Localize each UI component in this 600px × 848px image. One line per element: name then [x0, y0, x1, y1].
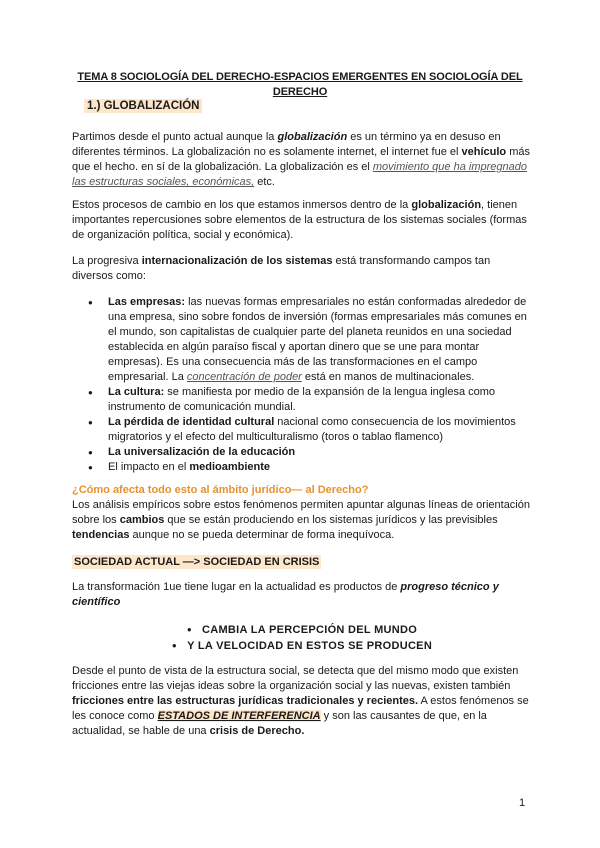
bullet-educacion [72, 445, 532, 460]
p1-text-a: Partimos desde el punto actual aunque la [72, 131, 278, 143]
p2-text-c: , tienen importantes repercusiones sobre elementos de la estructura de los sistemas sociales (formas de organización política, social y económica). [72, 199, 527, 241]
estados-de-interferencia: ESTADOS DE INTERFERENCIA [157, 710, 321, 722]
section-heading-text: 1.) GLOBALIZACIÓN [84, 99, 202, 113]
bullet-cultura-bold: La cultura: [108, 386, 165, 398]
bullet-list [72, 295, 532, 475]
crisis-heading [72, 556, 321, 568]
center-bullet-2-text: Y LA VELOCIDAD EN ESTOS SE PRODUCEN [187, 640, 433, 652]
bullet-medioambiente-bold: medioambiente [189, 461, 271, 473]
p5-bold-progreso: progreso técnico y científico [72, 581, 499, 608]
bullet-medioambiente-text: El impacto en el [108, 461, 190, 473]
paragraph-3 [72, 254, 532, 284]
p6-bold-fricciones: fricciones entre las estructuras jurídicas tradicionales y recientes. [72, 695, 419, 707]
paragraph-2 [72, 198, 532, 243]
paragraph-4 [72, 498, 532, 543]
p5-text-a: La transformación 1ue tiene lugar en la actualidad es productos de [72, 581, 401, 593]
center-bullet-1-text: CAMBIA LA PERCEPCIÓN DEL MUNDO [201, 624, 418, 636]
p1-bold-globalizacion: globalización [277, 131, 348, 143]
bullet-empresas-text: las nuevas formas empresariales no están conformadas alrededor de una empresa, sino sobre fondos de inversión (formas empresariales más comunes en el mundo, son capitalistas de cualquier parte del planeta reunidos en una sociedad establecida en algún paraíso fiscal y aportan dinero que se une para montar empresas). Es una consecuencia más de las transformaciones en el campo empresarial. La [108, 296, 527, 383]
question-heading: ¿Cómo afecta todo esto al ámbito jurídico— al Derecho? [72, 484, 369, 496]
bullet-cultura [72, 385, 532, 415]
p4-bold-cambios: cambios [119, 514, 165, 526]
paragraph-6 [72, 664, 532, 739]
p4-text-e: aunque no se pueda determinar de forma inequívoca. [129, 529, 395, 541]
document-title: TEMA 8 SOCIOLOGÍA DEL DERECHO-ESPACIOS EMERGENTES EN SOCIOLOGÍA DEL DERECHO [77, 71, 523, 98]
p6-text-c: A estos fenómenos se les conoce como [72, 695, 529, 722]
bullet-identidad [72, 415, 532, 445]
p1-text-g: etc. [254, 176, 275, 188]
paragraph-1 [72, 130, 532, 190]
p6-text-e: y son las causantes de que, en la actualidad, se hable de una [72, 710, 487, 737]
bullet-educacion-bold: La universalización de la educación [108, 446, 296, 458]
p2-text-a: Estos procesos de cambio en los que estamos inmersos dentro de la [72, 199, 412, 211]
bullet-dot-icon: ● [171, 641, 178, 650]
p1-underlined-phrase: movimiento que ha impregnado las estructuras sociales, económicas, [72, 161, 527, 188]
bullet-empresas-bold: Las empresas: [108, 296, 186, 308]
p3-text-c: está transformando campos tan diversos como: [72, 255, 491, 282]
concentracion-de-poder-link: concentración de poder [186, 371, 302, 383]
section-heading-globalizacion [84, 100, 202, 112]
paragraph-5 [72, 580, 532, 610]
p6-text-a: Desde el punto de vista de la estructura social, se detecta que del mismo modo que existen fricciones entre las viejas ideas sobre la organización social y las nuevas, existen también [72, 665, 519, 692]
p4-bold-tendencias: tendencias [72, 529, 130, 541]
bullet-empresas [72, 295, 532, 385]
p3-bold-internacionalizacion: internacionalización de los sistemas [141, 255, 333, 267]
bullet-dot-icon: ● [186, 625, 192, 634]
center-bullet-2 [72, 640, 532, 652]
bullet-cultura-text: se manifiesta por medio de la expansión de la lengua inglesa como instrumento de comunicación mundial. [108, 386, 496, 413]
p1-bold-vehiculo: vehículo [461, 146, 507, 158]
p3-text-a: La progresiva [72, 255, 142, 267]
page-number: 1 [519, 797, 526, 809]
bullet-empresas-tail: está en manos de multinacionales. [301, 371, 475, 383]
crisis-heading-text: SOCIEDAD ACTUAL —> SOCIEDAD EN CRISIS [74, 556, 320, 568]
p6-bold-crisis: crisis de Derecho. [209, 725, 305, 737]
bullet-identidad-text: nacional como consecuencia de los movimientos migratorios y el efecto del multiculturalismo (toros o tablao flamenco) [108, 416, 516, 443]
center-bullet-1 [72, 624, 532, 636]
bullet-identidad-bold: La pérdida de identidad cultural [108, 416, 275, 428]
p4-text-a: Los análisis empíricos sobre estos fenómenos permiten apuntar algunas líneas de orientación sobre los [72, 499, 530, 526]
p1-text-c: es un término ya en desuso en diferentes términos. La globalización no es solamente internet, el internet fue el [72, 131, 501, 158]
p4-text-c: que se están produciendo en los sistemas jurídicos y las previsibles [164, 514, 498, 526]
p1-text-e: más que el hecho. en sí de la globalización. La globalización es el [72, 146, 530, 173]
bullet-medioambiente [72, 460, 532, 475]
p2-bold-globalizacion: globalización [411, 199, 482, 211]
